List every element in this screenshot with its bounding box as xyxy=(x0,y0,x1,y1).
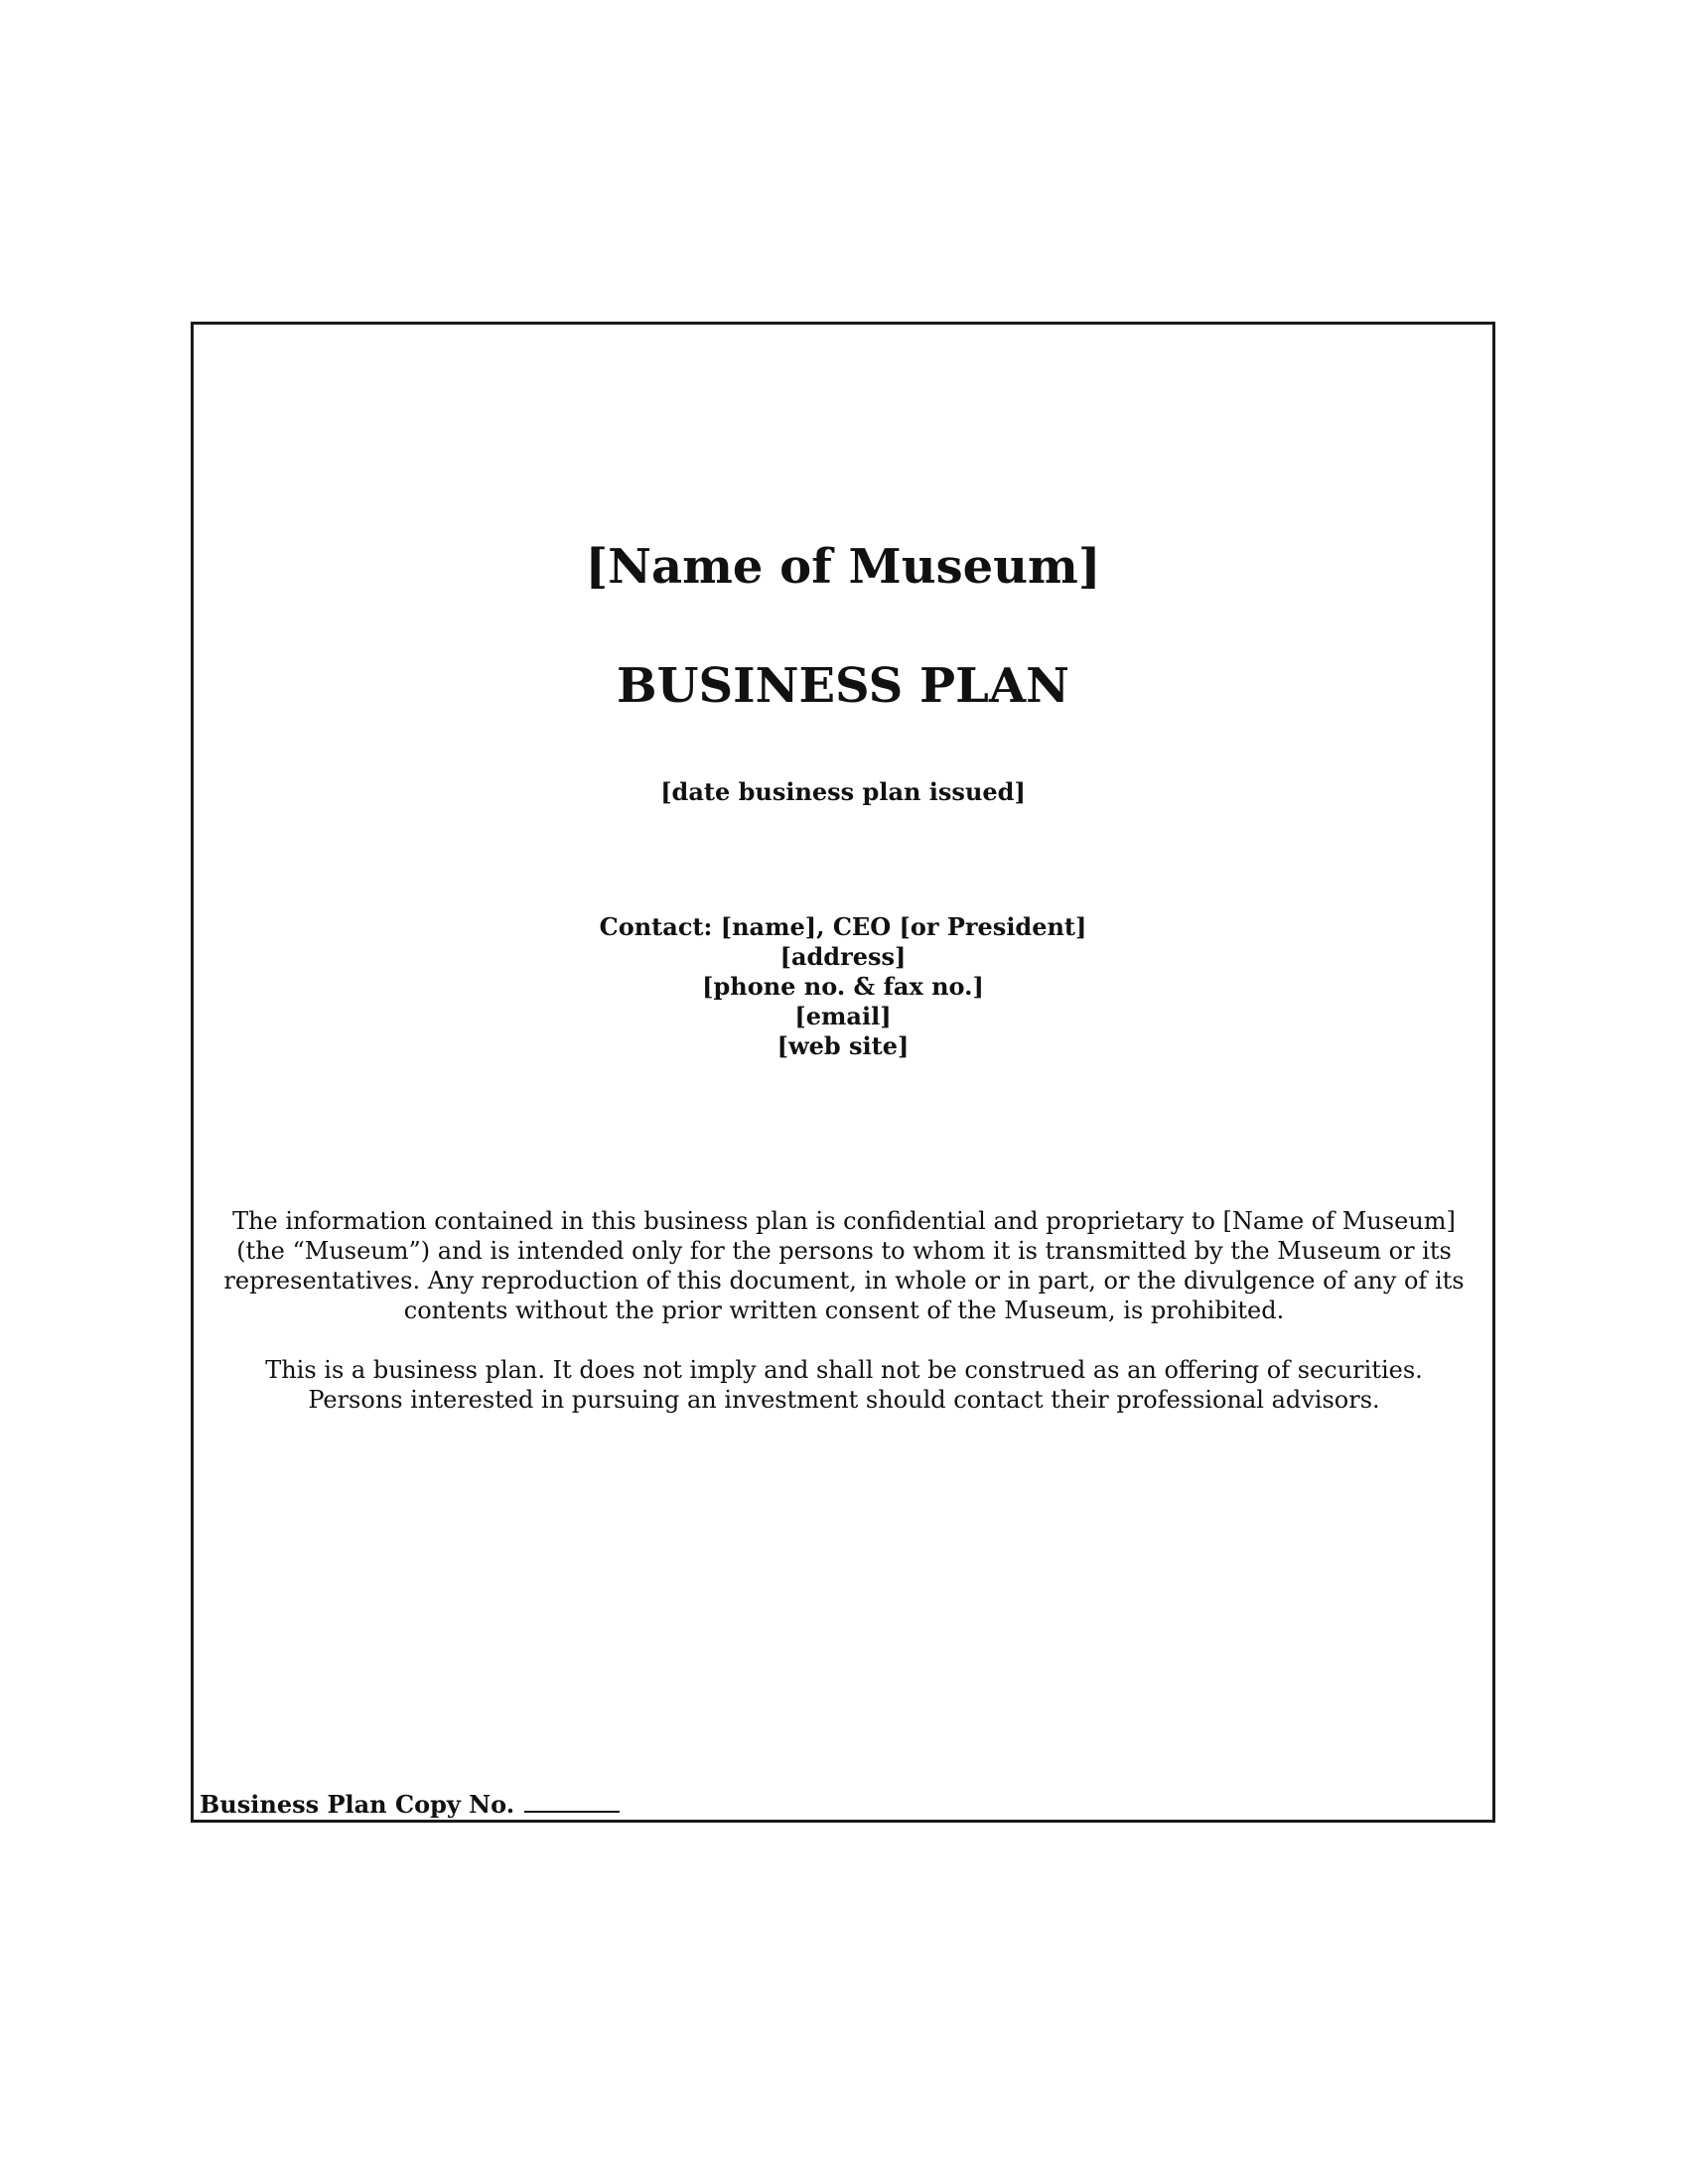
confidentiality-disclaimer xyxy=(217,1206,1471,1444)
museum-name-title: [Name of Museum] xyxy=(585,539,1101,595)
copy-number-blank xyxy=(524,1791,620,1813)
copy-number-field xyxy=(200,1790,620,1820)
cover-frame xyxy=(191,322,1495,1823)
confidentiality-paragraph: The information contained in this business plan is confidential and proprietary to [Name of Museum] (the “Museum”) and is intended only for the persons to whom it is transmitted by the Museum or its representatives. Any reproduction of this document, in whole or in part, or the divulgence of any of its contents without the prior written consent of the Museum, is prohibited. xyxy=(223,1207,1465,1324)
contact-website: [web site] xyxy=(776,1031,910,1060)
issue-date: [date business plan issued] xyxy=(660,777,1026,806)
contact-name-line: Contact: [name], CEO [or President] xyxy=(599,912,1087,941)
contact-address: [address] xyxy=(779,942,907,971)
securities-paragraph: This is a business plan. It does not imply and shall not be construed as an offering of securities. Persons interested in pursuing an investment should contact their professional advisors. xyxy=(265,1356,1423,1414)
contact-block xyxy=(194,912,1492,1061)
copy-number-label: Business Plan Copy No. xyxy=(200,1790,515,1819)
contact-phone-fax: [phone no. & fax no.] xyxy=(702,972,984,1001)
contact-email: [email] xyxy=(794,1002,892,1030)
business-plan-heading: BUSINESS PLAN xyxy=(617,658,1069,714)
